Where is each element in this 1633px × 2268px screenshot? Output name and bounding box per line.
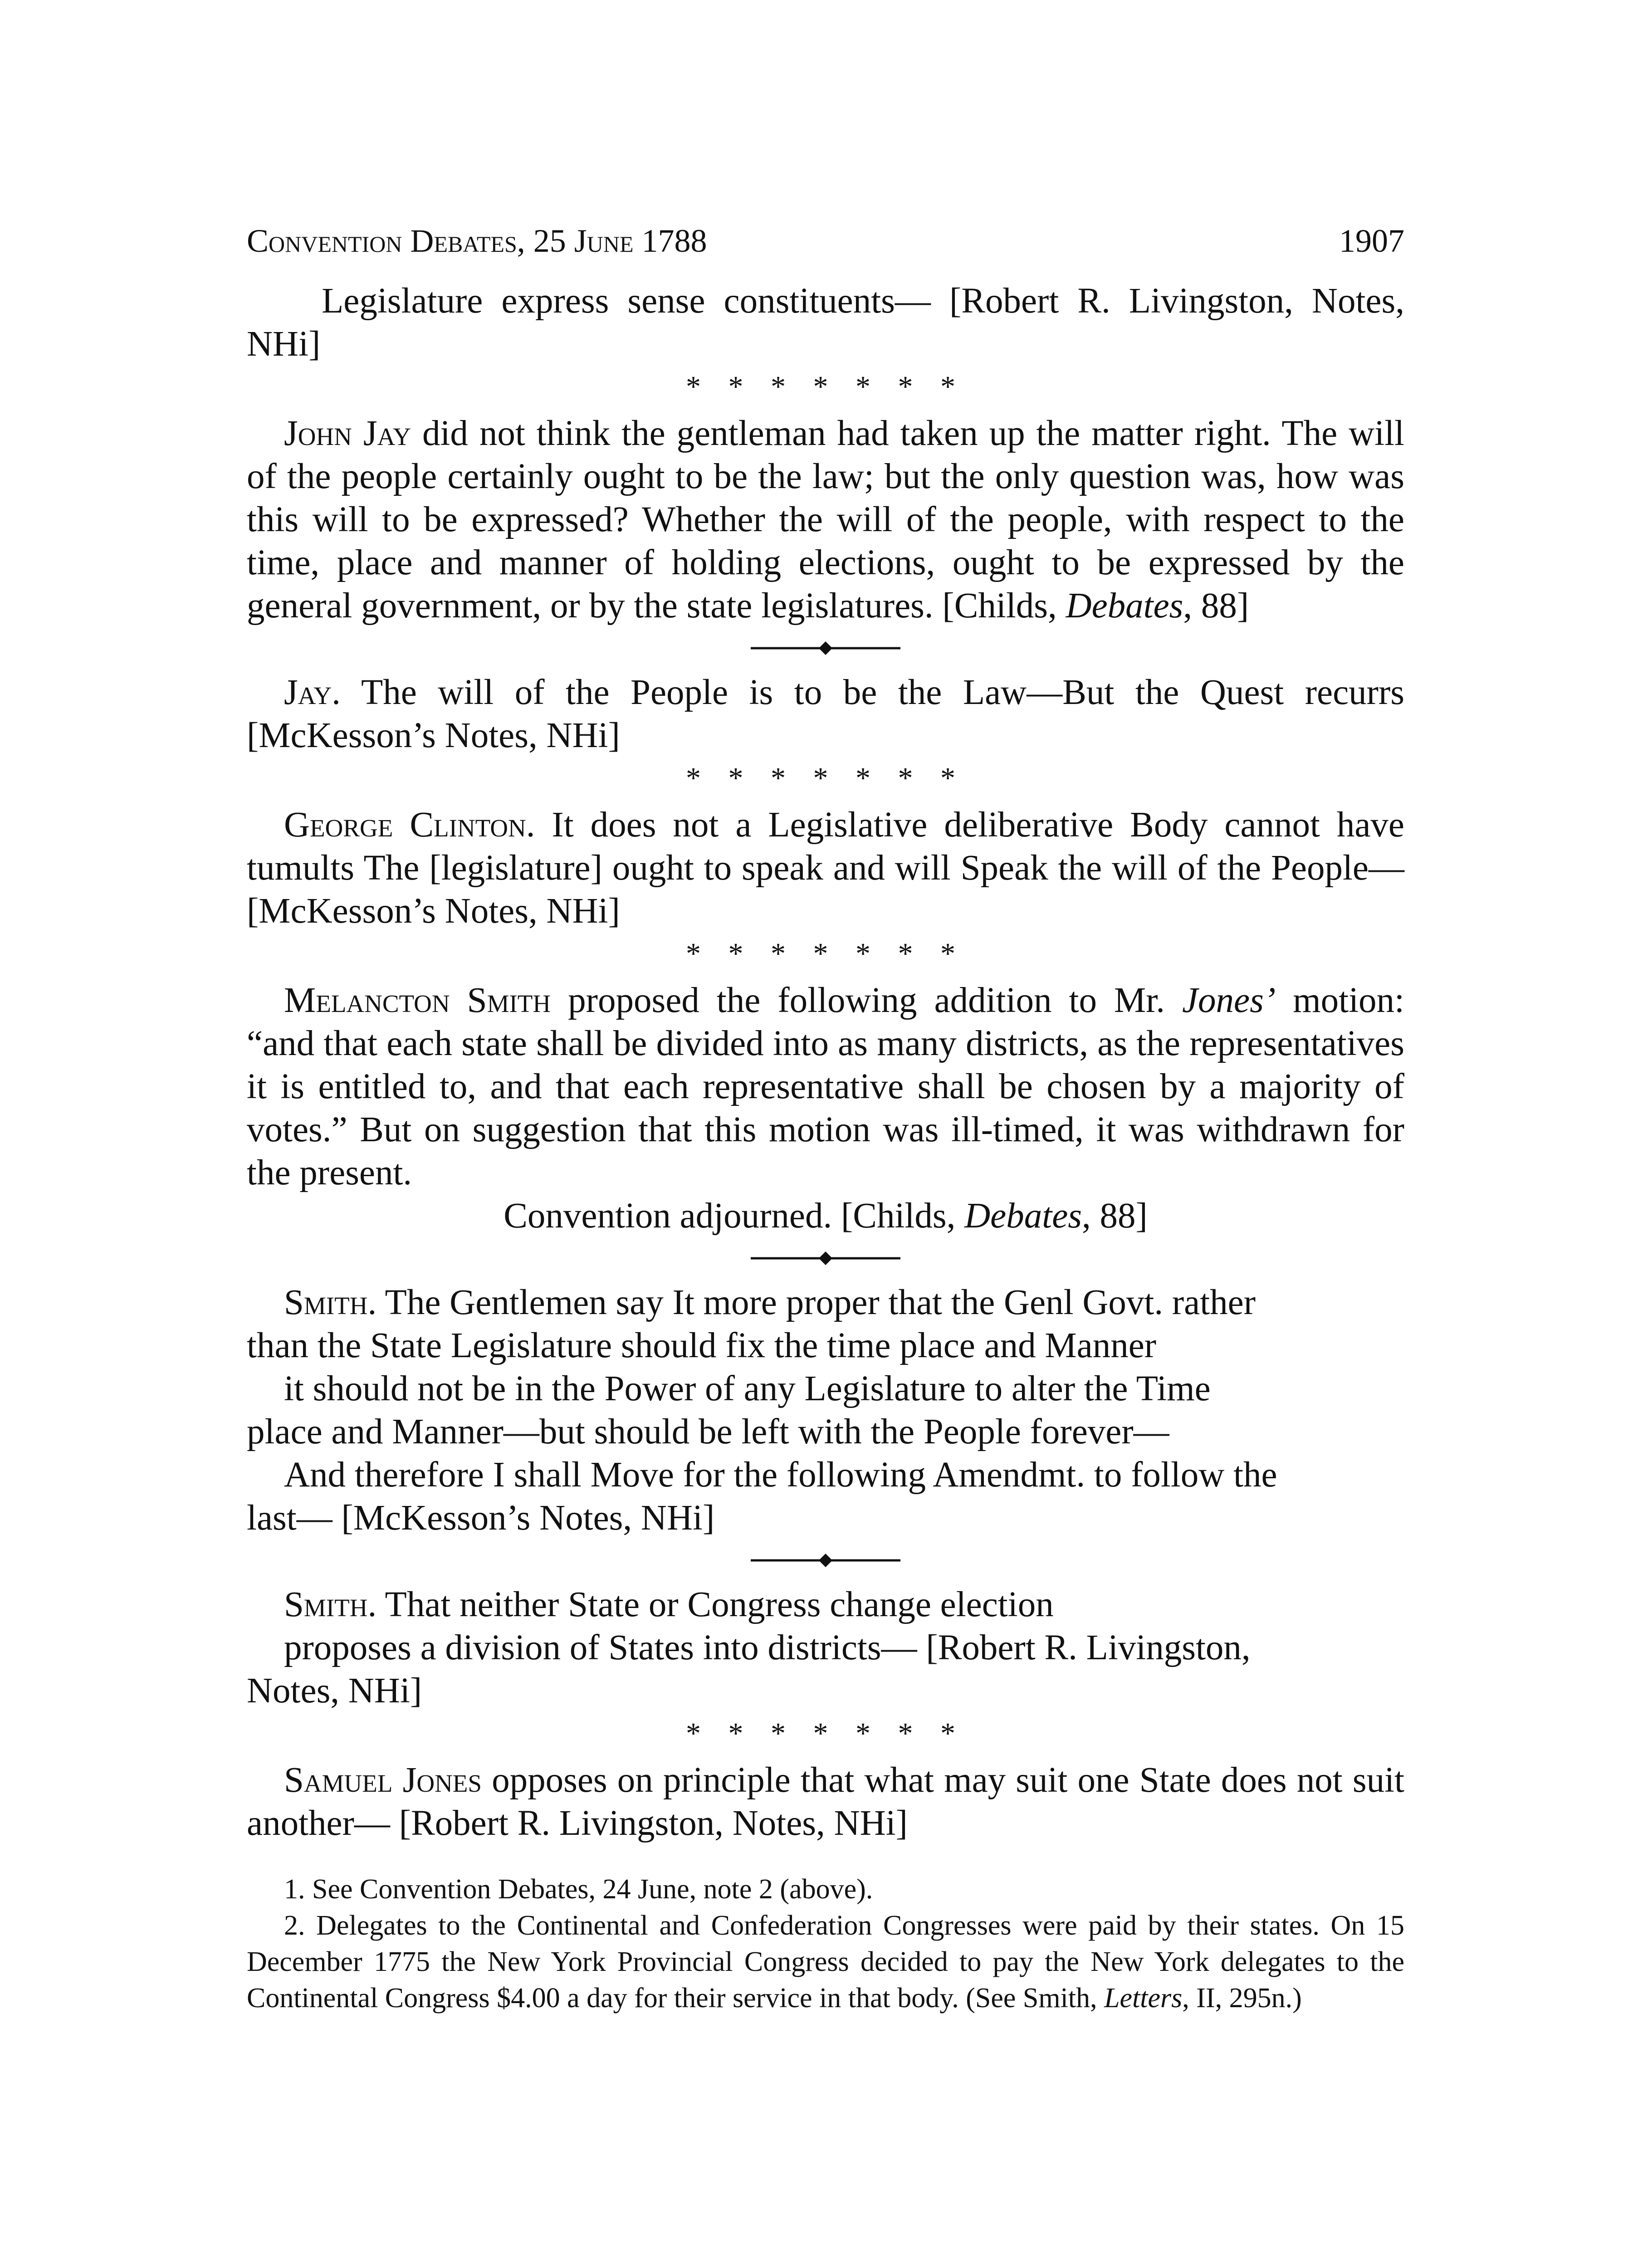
paragraph-samuel-jones [247,1759,1404,1845]
convention-adjourned-line [247,1194,1404,1237]
line-text: . The Gentlemen say It more proper that the Genl Govt. rather [367,1283,1256,1322]
paragraph-smith-mckesson [247,1281,1404,1540]
paragraph-text-end: , 88] [1183,586,1249,626]
text-line [247,1583,1404,1626]
page-number: 1907 [1339,223,1404,259]
paragraph-livingston-notes-1 [247,279,1404,366]
text-line: than the State Legislature should fix the time place and Manner [247,1326,1157,1365]
speaker-name: Smith [284,1283,368,1322]
footnotes [247,1871,1404,2016]
document-page [247,220,1404,2016]
speaker-name: Melancton Smith [284,981,551,1020]
running-head [247,220,1404,261]
paragraph-text: opposes on principle that what may suit one State does not suit another— [Robert R. Livingston, Notes, NHi] [247,1760,1405,1843]
asterisk-separator: * * * * * * * [686,1717,965,1750]
speaker-name: Samuel Jones [284,1760,482,1800]
line-text: . That neither State or Congress change election [367,1585,1054,1624]
paragraph-text: . The will of the People is to be the Law—But the Quest recurrs [McKesson’s Notes, NHi] [247,673,1404,755]
footnote-text-end: , II, 295n.) [1182,1983,1302,2014]
italic-name: Jones’ [1182,981,1276,1020]
diamond-rule-divider [247,635,1404,662]
footnote-text: 2. Delegates to the Continental and Confederation Congresses were paid by their states. On 15 December 1775 the New York Provincial Congress decided to pay the New York delegates to the Continental Congress $4.00 a day for their service in that body. (See Smith, [247,1910,1404,2014]
text-line: last— [McKesson’s Notes, NHi] [247,1498,715,1538]
speaker-name: Smith [284,1585,368,1624]
text-line: And therefore I shall Move for the following Amendmt. to follow the [284,1455,1277,1495]
footnote-1: 1. See Convention Debates, 24 June, note 2 (above). [284,1874,873,1905]
italic-citation: Debates [964,1196,1082,1236]
italic-citation: Letters [1104,1983,1183,2014]
asterisk-separator: * * * * * * * [686,762,965,795]
text-line: Notes, NHi] [247,1671,422,1711]
paragraph-george-clinton [247,803,1404,933]
diamond-rule-divider [247,1245,1404,1272]
paragraph-text-cont: motion: “and that each state shall be divided into as many districts, as the representatives it is entitled to, and that each representative shall be chosen by a majority of votes.” But on suggestion that this motion was ill-timed, it was withdrawn for the present. [247,981,1404,1193]
paragraph-text: . It does not a Legislative deliberative Body cannot have tumults The [legislature] ought to speak and will Speak the will of the People— [McKesson’s Notes, NHi] [247,805,1404,931]
text-line: proposes a division of States into districts— [Robert R. Livingston, [284,1628,1251,1667]
diamond-rule-icon [751,639,900,657]
document-body [247,279,1404,1845]
paragraph-smith-livingston [247,1583,1404,1712]
text-line: it should not be in the Power of any Legislature to alter the Time [284,1369,1211,1408]
paragraph-melancton-smith [247,979,1404,1194]
running-head-title: Convention Debates, 25 June 1788 [247,223,707,259]
centered-text-end: , 88] [1082,1196,1148,1236]
diamond-rule-icon [751,1551,900,1569]
asterisk-separator: * * * * * * * [686,370,965,403]
paragraph-text: proposed the following addition to Mr. [551,981,1182,1020]
paragraph-john-jay [247,412,1404,627]
diamond-rule-icon [751,1249,900,1267]
diamond-rule-divider [247,1547,1404,1574]
text-line: place and Manner—but should be left with the People forever— [247,1412,1169,1452]
speaker-name: Jay [284,673,332,712]
footnote-2 [247,1907,1404,2016]
centered-text: Convention adjourned. [Childs, [504,1196,965,1236]
italic-citation: Debates [1066,586,1183,626]
asterisk-separator: * * * * * * * [686,937,965,970]
paragraph-text: Legislature express sense constituents— [Robert R. Livingston, Notes, NHi] [247,281,1404,364]
paragraph-text: did not think the gentleman had taken up the matter right. The will of the people certainly ought to be the law; but the only question was, how was this will to be expressed? Whether the will of the people, with respect to the time, place and manner of holding elections, ought to be expressed by the general government, or by the state legislatures. [Childs, [247,414,1404,626]
paragraph-jay [247,671,1404,757]
speaker-name: George Clinton [284,805,526,845]
speaker-name: John Jay [284,414,411,453]
text-line [247,1281,1404,1324]
